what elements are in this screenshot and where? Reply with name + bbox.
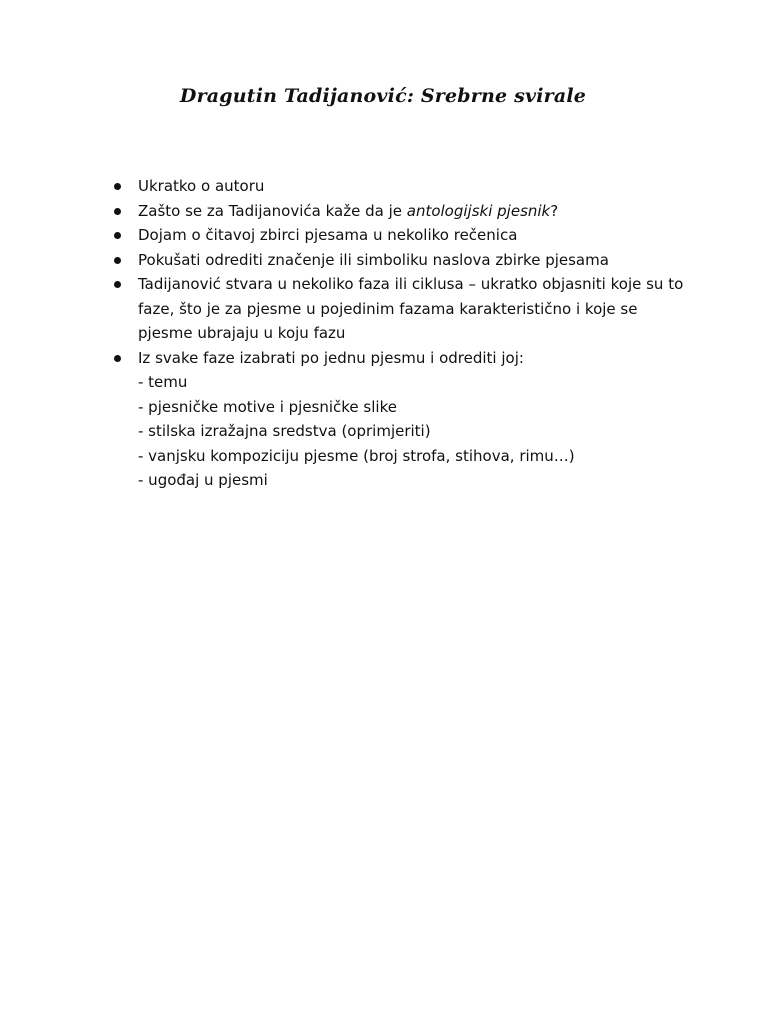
list-item-text: Pokušati odrediti značenje ili simboliku naslova zbirke pjesama (138, 250, 609, 269)
sub-list-item: - stilska izražajna sredstva (oprimjeriti) (138, 422, 431, 440)
list-item (112, 248, 692, 273)
document-title: Dragutin Tadijanović: Srebrne svirale (179, 85, 587, 107)
bullet-icon (114, 257, 121, 264)
list-item-text: Ukratko o autoru (138, 177, 265, 195)
bullet-icon (114, 355, 121, 362)
sub-list-item: - pjesničke motive i pjesničke slike (138, 397, 397, 416)
sub-list-item: - temu (138, 373, 188, 391)
bullet-icon (114, 208, 121, 215)
list-item (112, 346, 692, 493)
list-item (112, 223, 692, 248)
list-item-text: Dojam o čitavoj zbirci pjesama u nekoliko rečenica (138, 226, 518, 244)
list-item-line: faze, što je za pjesme u pojedinim fazama karakteristično i koje se (138, 299, 638, 318)
bullet-icon (114, 232, 121, 239)
list-item-text (138, 199, 692, 224)
bullet-icon (114, 183, 121, 190)
task-list (112, 174, 692, 493)
list-item-line: pjesme ubrajaju u koju fazu (138, 324, 346, 342)
list-item (112, 272, 692, 346)
list-item-text-after: ? (550, 201, 559, 220)
list-item-line: Tadijanović stvara u nekoliko faza ili ciklusa – ukratko objasniti koje su to (138, 275, 684, 293)
bullet-icon (114, 281, 121, 288)
list-item-text: Iz svake faze izabrati po jednu pjesmu i odrediti joj: (138, 348, 524, 367)
list-item-text-before: Zašto se za Tadijanovića kaže da je (138, 201, 407, 220)
emphasized-term: antologijski pjesnik (406, 201, 551, 220)
sub-list (138, 370, 692, 493)
list-item (112, 174, 692, 199)
sub-list-item: - ugođaj u pjesmi (138, 471, 268, 489)
sub-list-item: - vanjsku kompoziciju pjesme (broj strofa, stihova, rimu…) (138, 446, 575, 465)
list-item (112, 199, 692, 224)
